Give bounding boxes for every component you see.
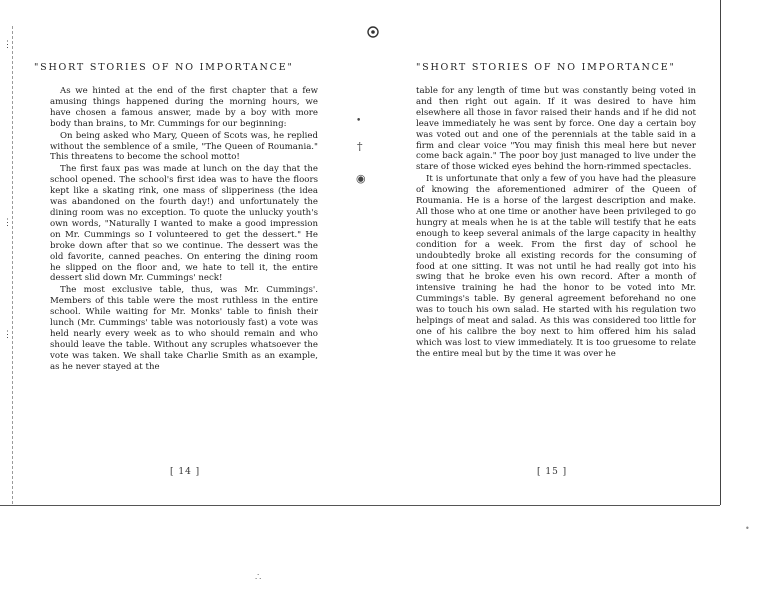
gutter-speck-mark: † [357,140,363,153]
paragraph: The most exclusive table, thus, was Mr. Cummings'. Members of this table were the most ruthless in the entire school. While waiting for Mr. Monks' table to finish their lunch (Mr. Cummings' table was notoriously fast) a vote was held nearly every week as to who should remain and who should leave the table. Without any scruples whatsoever the vote was taken. We shall take Charlie Smith as an example, as he never stayed at the [50,285,318,372]
gutter-speck-mark: ◉ [356,172,366,185]
body-text [416,86,696,360]
paragraph: As we hinted at the end of the first chapter that a few amusing things happened during the morning hours, we have chosen a famous answer, made by a boy with more body than brains, to Mr. Cummings for our beginning: [50,86,318,129]
margin-speck-mark: ⋮ [3,218,12,228]
page-number: [ 14 ] [170,467,201,477]
gutter-speck-mark: • [356,116,362,126]
right-page [386,0,777,600]
paragraph: It is unfortunate that only a few of you have had the pleasure of knowing the aforementioned admirer of the Queen of Roumania. He is a horse of the largest description and make. All those who at one time or another have been privileged to go hungry at meals when he is at the table will testify that he eats enough to keep several animals of the large capacity in healthy condition for a week. From the first day of school he undoubtedly broke all existing records for the consuming of food at one sitting. It was not until he had really got into his swing that he broke even his own record. After a month of intensive training he had the honor to be voted into Mr. Cummings's table. By general agreement beforehand no one was to touch his own salad. He started with his regulation two helpings of meat and salad. As this was considered too little for one of his calibre the boy next to him offered him his salad which was lost to view immediately. It is too gruesome to relate the entire meal but by the time it was over he [416,174,696,359]
left-page [0,0,382,600]
margin-speck-mark: • [745,524,750,533]
running-head: "SHORT STORIES OF NO IMPORTANCE" [416,62,676,73]
paragraph: On being asked who Mary, Queen of Scots was, he replied without the semblence of a smile, "The Queen of Roumania." This threatens to become the school motto! [50,130,318,163]
paragraph: The first faux pas was made at lunch on the day that the school opened. The school's first idea was to have the floors kept like a skating rink, one mass of slipperiness (the idea was abandoned on the fourth day!) and unfortunately the dining room was no exception. To quote the unlucky youth's own words, "Naturally I wanted to make a good impression on Mr. Cummings so I volunteered to get the dessert." He broke down after that so we continue. The dessert was the old favorite, canned peaches. On entering the dining room he slipped on the floor and, we hate to tell it, the entire dessert slid down Mr. Cummings' neck! [50,164,318,284]
scan-smudge-mark: ∴ [255,572,262,583]
margin-speck-mark: ⋮ [3,40,12,50]
running-head: "SHORT STORIES OF NO IMPORTANCE" [34,62,294,73]
margin-speck-mark: ⋮ [3,330,12,340]
paragraph: table for any length of time but was constantly being voted in and then right out again. If it was desired to have him elsewhere all those in favor raised their hands and if he did not leave immediately he was sent by force. One day a certain boy was voted out and one of the perennials at the table said in a firm and clear voice "You may finish this meal here but never come back again." The poor boy just managed to live under the stare of those wicked eyes behind the horn-rimmed spectacles. [416,86,696,173]
body-text [50,86,318,373]
page-number: [ 15 ] [537,467,568,477]
